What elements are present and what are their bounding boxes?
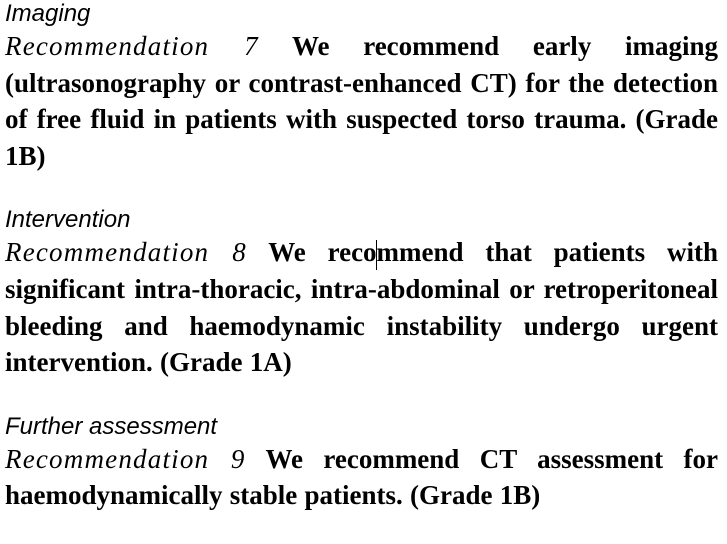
recommendation-9 — [5, 441, 718, 514]
recommendation-8-text-start: We reco — [268, 237, 377, 268]
section-heading-further-assessment: Further assessment — [5, 412, 218, 440]
recommendation-9-label: Recommendation 9 — [5, 443, 246, 474]
recommendation-9-text: We recommend CT assessment for haemodynamically stable patients. (Grade 1B) — [5, 443, 718, 511]
recommendation-7-text: We recommend early imaging (ultrasonography or contrast-enhanced CT) for the detection of free fluid in patients with suspected torso trauma. (Grade 1B) — [5, 31, 719, 171]
document-page — [5, 0, 718, 514]
recommendation-8 — [5, 234, 718, 380]
recommendation-7-label: Recommendation 7 — [5, 31, 259, 61]
section-intervention — [5, 206, 718, 380]
section-heading-imaging: Imaging — [5, 0, 91, 27]
section-imaging — [5, 0, 718, 174]
recommendation-8-text-end: mmend that patients with significant intra-thoracic, intra-abdominal or retroperitoneal bleeding and haemodynamic instability undergo urgent intervention. (Grade 1A) — [5, 237, 718, 378]
section-gap — [5, 381, 718, 413]
section-gap — [5, 174, 718, 206]
section-further-assessment — [5, 413, 718, 514]
section-heading-intervention: Intervention — [5, 206, 131, 234]
recommendation-8-label: Recommendation 8 — [5, 237, 247, 268]
recommendation-7 — [5, 28, 718, 174]
